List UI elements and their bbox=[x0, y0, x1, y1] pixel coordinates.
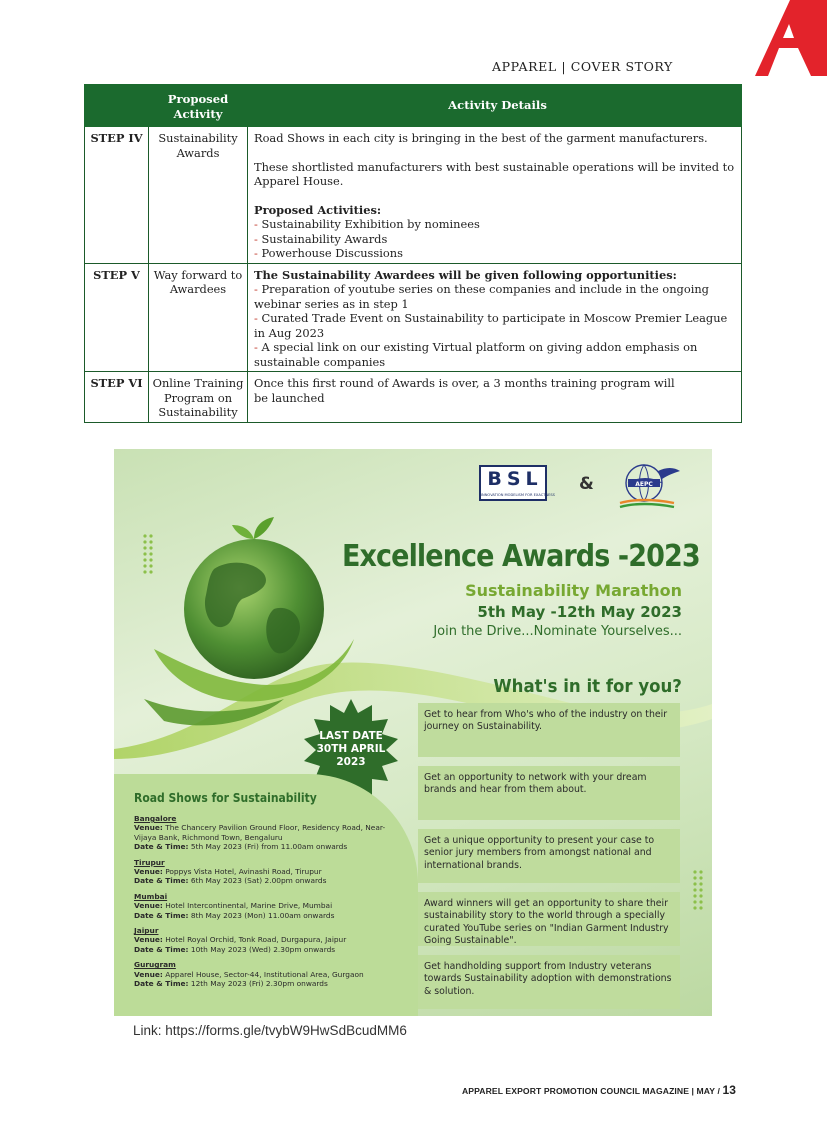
magazine-corner-logo bbox=[677, 0, 827, 76]
poster-title: Excellence Awards -2023 bbox=[342, 539, 700, 574]
roadshow-venue: Hotel Royal Orchid, Tonk Road, Durgapura, Jaipur bbox=[165, 935, 347, 945]
activity-details bbox=[248, 372, 742, 423]
detail-bullet: - Powerhouse Discussions bbox=[254, 246, 403, 260]
page-footer bbox=[462, 1083, 736, 1097]
step-label: STEP VI bbox=[85, 372, 149, 423]
detail-bullet: - Preparation of youtube series on these companies and include in the ongoing webinar series as in step 1 bbox=[254, 282, 709, 311]
benefit-item: Get a unique opportunity to present your case to senior jury members from amongst national and international brands. bbox=[418, 829, 680, 883]
activity-details bbox=[248, 127, 742, 264]
list-item: Jaipur Venue: Hotel Royal Orchid, Tonk Road, Durgapura, Jaipur Date & Time: 10th May 2023 (Wed) 2.30pm onwards bbox=[134, 926, 404, 954]
roadshow-city: Bangalore bbox=[134, 814, 177, 823]
bsl-logo-text: BSL bbox=[487, 468, 543, 490]
page-number: 13 bbox=[722, 1083, 736, 1097]
decorative-dots bbox=[692, 869, 704, 917]
registration-link[interactable]: Link: https://forms.gle/tvybW9HwSdBcudMM6 bbox=[133, 1023, 407, 1038]
detail-paragraph: Once this first round of Awards is over, a 3 months training program will be launched bbox=[254, 376, 675, 405]
detail-bullet: - A special link on our existing Virtual platform on giving addon emphasis on sustainable companies bbox=[254, 340, 698, 369]
header-activity-details: Activity Details bbox=[248, 85, 742, 127]
section-name: APPAREL bbox=[492, 59, 557, 74]
decorative-dots bbox=[142, 533, 154, 581]
poster-tagline: Join the Drive...Nominate Yourselves... bbox=[433, 624, 682, 639]
roadshow-venue: Apparel House, Sector-44, Institutional Area, Gurgaon bbox=[165, 969, 364, 979]
subsection-name: COVER STORY bbox=[570, 59, 673, 74]
benefit-item: Get handholding support from Industry veterans towards Sustainability adoption with demonstrations & solution. bbox=[418, 955, 680, 1009]
detail-bullet: - Curated Trade Event on Sustainability to participate in Moscow Premier League in Aug 2023 bbox=[254, 311, 728, 340]
roadshows-title: Road Shows for Sustainability bbox=[134, 791, 317, 805]
list-item: Gurugram Venue: Apparel House, Sector-44, Institutional Area, Gurgaon Date & Time: 12th May 2023 (Fri) 2.30pm onwards bbox=[134, 960, 404, 988]
poster-subtitle: Sustainability Marathon bbox=[465, 581, 682, 600]
roadshow-datetime: 8th May 2023 (Mon) 11.00am onwards bbox=[190, 910, 335, 920]
benefit-item: Get an opportunity to network with your dream brands and hear from them about. bbox=[418, 766, 680, 820]
section-separator: | bbox=[561, 59, 567, 74]
roadshow-datetime: 12th May 2023 (Fri) 2.30pm onwards bbox=[190, 979, 328, 989]
benefits-list bbox=[418, 703, 680, 1018]
benefit-item: Award winners will get an opportunity to share their sustainability story to the world through a specially curated YouTube series on "Indian Garment Industry Going Sustainable". bbox=[418, 892, 680, 946]
benefit-item: Get to hear from Who's who of the industry on their journey on Sustainability. bbox=[418, 703, 680, 757]
roadshow-venue: Poppys Vista Hotel, Avinashi Road, Tirupur bbox=[165, 867, 322, 877]
roadshow-datetime: 5th May 2023 (Fri) from 11.00am onwards bbox=[190, 842, 348, 852]
header-step bbox=[85, 85, 149, 127]
roadshow-venue: The Chancery Pavilion Ground Floor, Residency Road, Near-Vijaya Bank, Richmond Town, Bengaluru bbox=[134, 823, 386, 842]
last-date-text: LAST DATE 30TH APRIL 2023 bbox=[316, 730, 386, 768]
bsl-logo bbox=[479, 465, 555, 501]
roadshow-datetime: 10th May 2023 (Wed) 2.30pm onwards bbox=[190, 944, 336, 954]
roadshows-list bbox=[134, 814, 404, 995]
activity-details bbox=[248, 263, 742, 372]
poster-dates: 5th May -12th May 2023 bbox=[477, 603, 682, 621]
proposed-activity: Sustainability Awards bbox=[149, 127, 248, 264]
roadshow-datetime: 6th May 2023 (Sat) 2.00pm onwards bbox=[190, 876, 327, 886]
detail-paragraph: Road Shows in each city is bringing in the best of the garment manufacturers. bbox=[254, 131, 708, 145]
footer-text: APPAREL EXPORT PROMOTION COUNCIL MAGAZINE | MAY / bbox=[461, 1086, 723, 1096]
proposed-activity: Way forward to Awardees bbox=[149, 263, 248, 372]
table-row bbox=[85, 372, 742, 423]
detail-bullet: - Sustainability Exhibition by nominees bbox=[254, 217, 480, 231]
table-row bbox=[85, 263, 742, 372]
detail-bullet: - Sustainability Awards bbox=[254, 231, 388, 246]
header-proposed-activity: Proposed Activity bbox=[149, 85, 248, 127]
ampersand: & bbox=[579, 474, 594, 494]
list-item: Bangalore Venue: The Chancery Pavilion Ground Floor, Residency Road, Near-Vijaya Bank, Richmond Town, Bengaluru Date & Time: 5th May 2023 (Fri) from 11.00am onwards bbox=[134, 814, 404, 852]
aepc-logo-text: AEPC bbox=[635, 481, 653, 488]
roadshow-city: Tirupur bbox=[134, 857, 165, 867]
roadshow-city: Mumbai bbox=[134, 891, 168, 901]
step-label: STEP V bbox=[85, 263, 149, 372]
section-header bbox=[492, 59, 673, 74]
detail-paragraph: These shortlisted manufacturers with best sustainable operations will be invited to Apparel House. bbox=[254, 159, 735, 188]
awards-poster bbox=[114, 449, 712, 1016]
step-label: STEP IV bbox=[85, 127, 149, 264]
aepc-logo bbox=[614, 459, 684, 511]
activity-table bbox=[84, 84, 742, 423]
list-item: Mumbai Venue: Hotel Intercontinental, Marine Drive, Mumbai Date & Time: 8th May 2023 (Mon) 11.00am onwards bbox=[134, 892, 404, 920]
proposed-activity: Online Training Program on Sustainability bbox=[149, 372, 248, 423]
bsl-logo-tagline: INNOVATION MODELISM FOR EXACTNESS bbox=[481, 493, 555, 497]
roadshows-panel bbox=[114, 774, 418, 1016]
roadshow-city: Jaipur bbox=[134, 926, 159, 936]
whats-in-it-heading: What's in it for you? bbox=[493, 676, 682, 697]
detail-heading: The Sustainability Awardees will be given following opportunities: bbox=[254, 267, 677, 282]
table-header-row bbox=[85, 85, 742, 127]
roadshow-city: Gurugram bbox=[134, 960, 176, 970]
roadshow-venue: Hotel Intercontinental, Marine Drive, Mumbai bbox=[165, 901, 333, 911]
list-item: Tirupur Venue: Poppys Vista Hotel, Avinashi Road, Tirupur Date & Time: 6th May 2023 (Sat) 2.00pm onwards bbox=[134, 858, 404, 886]
table-row bbox=[85, 127, 742, 264]
detail-heading: Proposed Activities: bbox=[254, 202, 382, 217]
